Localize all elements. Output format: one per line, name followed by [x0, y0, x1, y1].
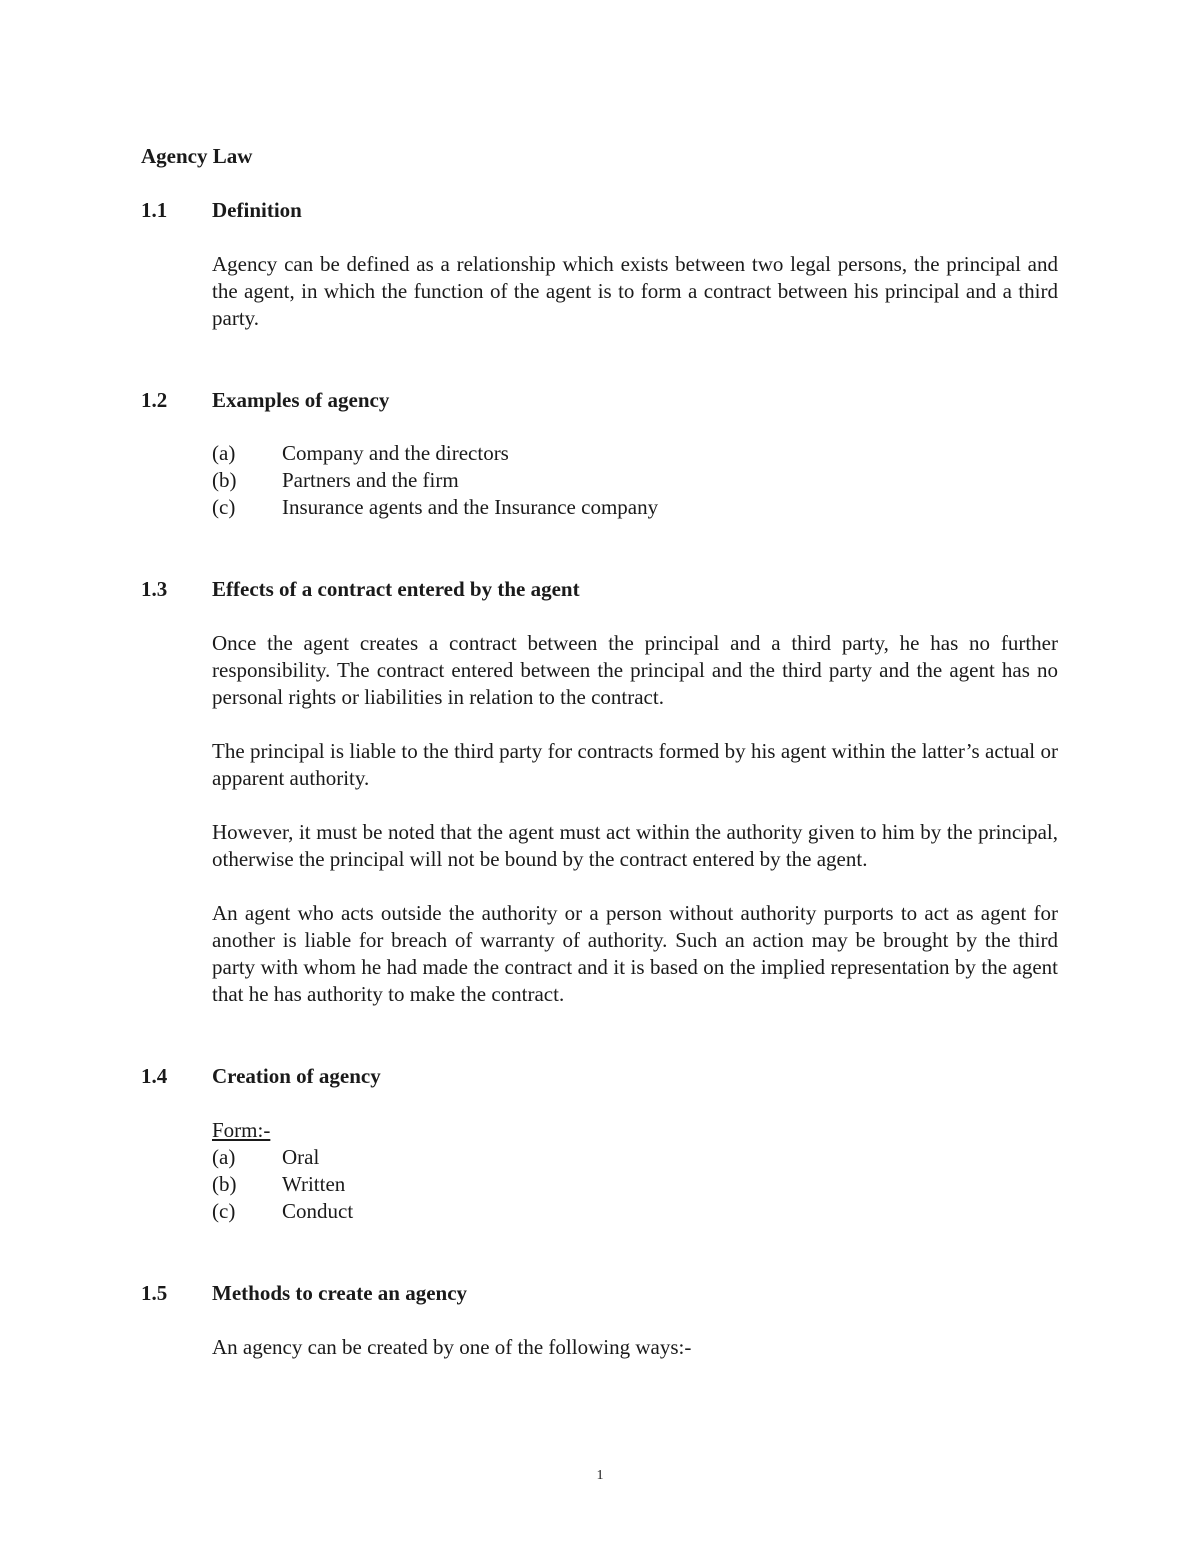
- list-item-text: Partners and the firm: [282, 468, 459, 492]
- list-marker: (b): [212, 468, 237, 492]
- section-title: Effects of a contract entered by the agent: [212, 577, 580, 601]
- list-item: [212, 494, 658, 521]
- page-number: 1: [596, 1468, 604, 1483]
- list-marker: (b): [212, 1172, 237, 1196]
- section-number: 1.3: [141, 577, 168, 601]
- list-item-text: Insurance agents and the Insurance company: [282, 495, 659, 519]
- section-heading-definition: [141, 197, 302, 224]
- definition-paragraph: Agency can be defined as a relationship which exists between two legal persons, the principal and the agent, in which the function of the agent is to form a contract between his principal and a third party.: [212, 252, 1058, 330]
- list-marker: (a): [212, 441, 236, 465]
- effects-paragraph: The principal is liable to the third party for contracts formed by his agent within the latter’s actual or apparent authority.: [212, 739, 1058, 790]
- form-subheading: Form:-: [212, 1118, 271, 1142]
- section-number: 1.4: [141, 1064, 168, 1088]
- section-title: Creation of agency: [212, 1064, 381, 1088]
- effects-paragraph: An agent who acts outside the authority or a person without authority purports to act as agent for another is liable for breach of warranty of authority. Such an action may be brought by the third party with whom he had made the contract and it is based on the implied representation by the agent that he has authority to make the contract.: [212, 901, 1058, 1006]
- list-item: [212, 1198, 353, 1225]
- list-marker: (c): [212, 495, 236, 519]
- list-item-text: Written: [282, 1172, 346, 1196]
- section-heading-creation: [141, 1063, 381, 1090]
- list-marker: (c): [212, 1199, 236, 1223]
- list-item-text: Oral: [282, 1145, 320, 1169]
- list-item: [212, 440, 658, 467]
- list-marker: (a): [212, 1145, 236, 1169]
- section-number: 1.2: [141, 388, 168, 412]
- section-heading-methods: [141, 1280, 467, 1307]
- effects-paragraph: However, it must be noted that the agent must act within the authority given to him by the principal, otherwise the principal will not be bound by the contract entered by the agent.: [212, 820, 1058, 871]
- section-heading-effects: [141, 576, 580, 603]
- methods-paragraph: An agency can be created by one of the following ways:-: [212, 1335, 692, 1359]
- form-list: [212, 1144, 353, 1225]
- effects-paragraph: Once the agent creates a contract between the principal and a third party, he has no further responsibility. The contract entered between the principal and the third party and the agent has no personal rights or liabilities in relation to the contract.: [212, 631, 1058, 709]
- section-number: 1.1: [141, 198, 168, 222]
- section-title: Definition: [212, 198, 302, 222]
- list-item-text: Conduct: [282, 1199, 354, 1223]
- list-item-text: Company and the directors: [282, 441, 509, 465]
- examples-list: [212, 440, 658, 521]
- section-title: Methods to create an agency: [212, 1281, 468, 1305]
- section-title: Examples of agency: [212, 388, 390, 412]
- list-item: [212, 467, 658, 494]
- section-heading-examples: [141, 387, 389, 414]
- list-item: [212, 1144, 353, 1171]
- document-title: Agency Law: [141, 144, 253, 168]
- list-item: [212, 1171, 353, 1198]
- section-number: 1.5: [141, 1281, 168, 1305]
